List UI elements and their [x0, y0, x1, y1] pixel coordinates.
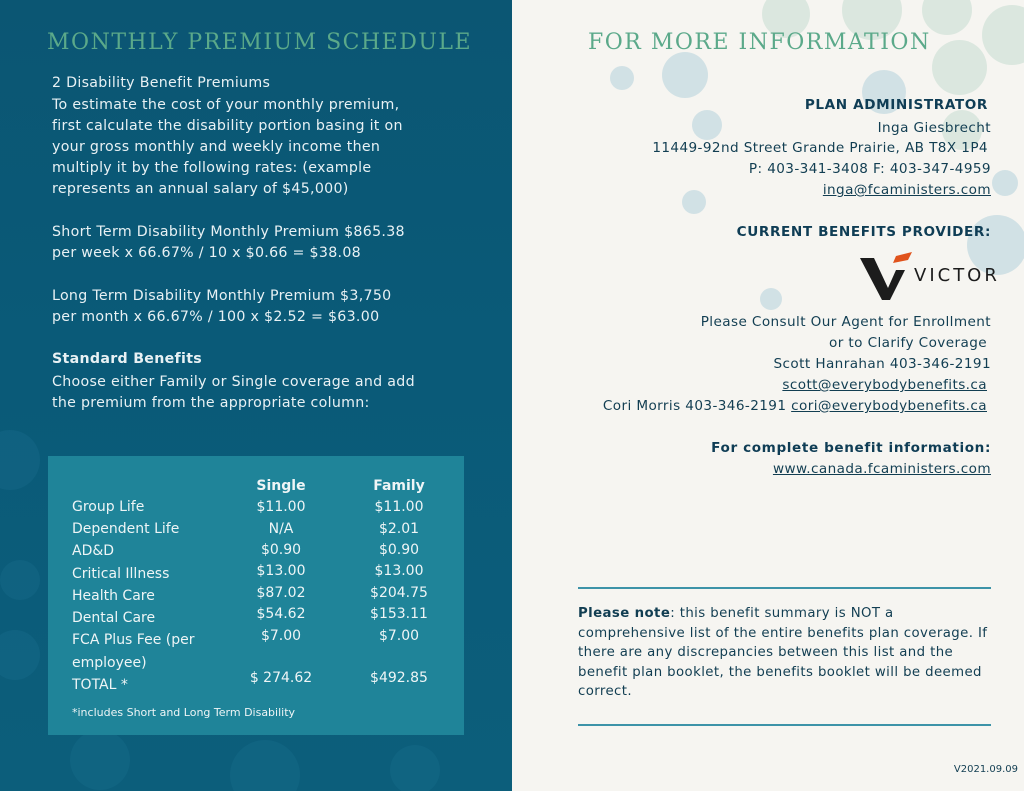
single-value: N/A [268, 521, 294, 537]
cori-email-link[interactable]: cori@everybodybenefits.ca [791, 398, 987, 414]
decor-bubble [682, 190, 706, 214]
family-value: $7.00 [378, 628, 420, 644]
intro-line: 2 Disability Benefit Premiums [52, 75, 271, 91]
divider [578, 724, 991, 726]
single-value: $54.62 [256, 606, 306, 622]
decor-bubble [230, 740, 300, 791]
standard-line: the premium from the appropriate column: [52, 395, 370, 411]
decor-bubble [992, 170, 1018, 196]
row-label: Health Care [72, 588, 155, 604]
decor-bubble [692, 110, 722, 140]
decor-bubble [610, 66, 634, 90]
decor-bubble [932, 40, 987, 95]
victor-logo [858, 250, 1000, 302]
decor-bubble [390, 745, 440, 791]
column-header-family: Family [373, 478, 425, 494]
decor-bubble [662, 52, 708, 98]
version-label: V2021.09.09 [953, 764, 1018, 775]
column-header-single: Single [256, 478, 306, 494]
family-value: $204.75 [370, 585, 428, 601]
row-label: employee) [72, 655, 147, 671]
admin-address: 11449-92nd Street Grande Prairie, AB T8X 1P4 [652, 140, 988, 156]
ltd-line: per month x 66.67% / 100 x $2.52 = $63.00 [52, 309, 380, 325]
decor-bubble [0, 430, 40, 490]
single-value: $11.00 [256, 499, 306, 515]
agent-scott: Scott Hanrahan 403-346-2191 [773, 356, 991, 372]
more-info-title: FOR MORE INFORMATION [588, 30, 931, 55]
intro-line: first calculate the disability portion basing it on [52, 118, 403, 134]
row-label: Dependent Life [72, 521, 180, 537]
intro-line: represents an annual salary of $45,000) [52, 181, 349, 197]
single-value: $7.00 [260, 628, 302, 644]
standard-line: Choose either Family or Single coverage and add [52, 374, 415, 390]
std-line: per week x 66.67% / 10 x $0.66 = $38.08 [52, 245, 361, 261]
decor-bubble [70, 730, 130, 790]
decor-bubble [982, 5, 1024, 65]
total-single: $ 274.62 [249, 670, 313, 686]
family-value: $11.00 [374, 499, 424, 515]
admin-email-link[interactable]: inga@fcaministers.com [822, 182, 991, 198]
page-title: MONTHLY PREMIUM SCHEDULE [47, 30, 473, 55]
decor-bubble [760, 288, 782, 310]
row-label: Critical Illness [72, 566, 170, 582]
single-value: $0.90 [260, 542, 302, 558]
family-value: $13.00 [374, 563, 424, 579]
divider [578, 587, 991, 589]
row-label: Dental Care [72, 610, 156, 626]
premium-table [48, 456, 464, 735]
single-value: $87.02 [256, 585, 306, 601]
victor-v-mark-icon [858, 250, 918, 302]
total-family: $492.85 [370, 670, 428, 686]
family-value: $2.01 [378, 521, 420, 537]
decor-bubble [0, 630, 40, 680]
std-line: Short Term Disability Monthly Premium $865.38 [52, 224, 405, 240]
intro-line: multiply it by the following rates: (example [52, 160, 372, 176]
admin-name: Inga Giesbrecht [877, 120, 991, 136]
intro-line: your gross monthly and weekly income then [52, 139, 381, 155]
ltd-line: Long Term Disability Monthly Premium $3,750 [52, 288, 392, 304]
provider-heading: CURRENT BENEFITS PROVIDER: [736, 224, 991, 240]
consult-line: or to Clarify Coverage [829, 335, 987, 351]
right-panel [512, 0, 1024, 791]
victor-logo-text: VICTOR [914, 265, 1000, 286]
consult-line: Please Consult Our Agent for Enrollment [700, 314, 991, 330]
row-label: FCA Plus Fee (per [72, 632, 195, 648]
plan-admin-heading: PLAN ADMINISTRATOR [804, 97, 988, 113]
agent-cori: Cori Morris 403-346-2191 [602, 398, 787, 414]
standard-benefits-heading: Standard Benefits [52, 351, 203, 367]
intro-line: To estimate the cost of your monthly premium, [52, 97, 400, 113]
agent-cori-line [603, 396, 987, 417]
note-text: : this benefit summary is NOT a comprehensive list of the entire benefits plan coverage. If there are any discrepancies between this list and the benefit plan booklet, the benefits booklet will be deemed correct. [578, 606, 988, 700]
decor-bubble [0, 560, 40, 600]
scott-email-link[interactable]: scott@everybodybenefits.ca [782, 377, 987, 393]
disclaimer-note [578, 604, 998, 702]
website-link[interactable]: www.canada.fcaministers.com [772, 461, 991, 477]
complete-info-heading: For complete benefit information: [711, 440, 991, 456]
row-label: AD&D [72, 543, 115, 559]
family-value: $0.90 [378, 542, 420, 558]
family-value: $153.11 [370, 606, 428, 622]
admin-phone: P: 403-341-3408 F: 403-347-4959 [748, 161, 991, 177]
table-footnote: *includes Short and Long Term Disability [72, 706, 296, 719]
single-value: $13.00 [256, 563, 306, 579]
note-label: Please note [578, 606, 671, 621]
total-label: TOTAL * [72, 677, 128, 693]
row-label: Group Life [72, 499, 145, 515]
